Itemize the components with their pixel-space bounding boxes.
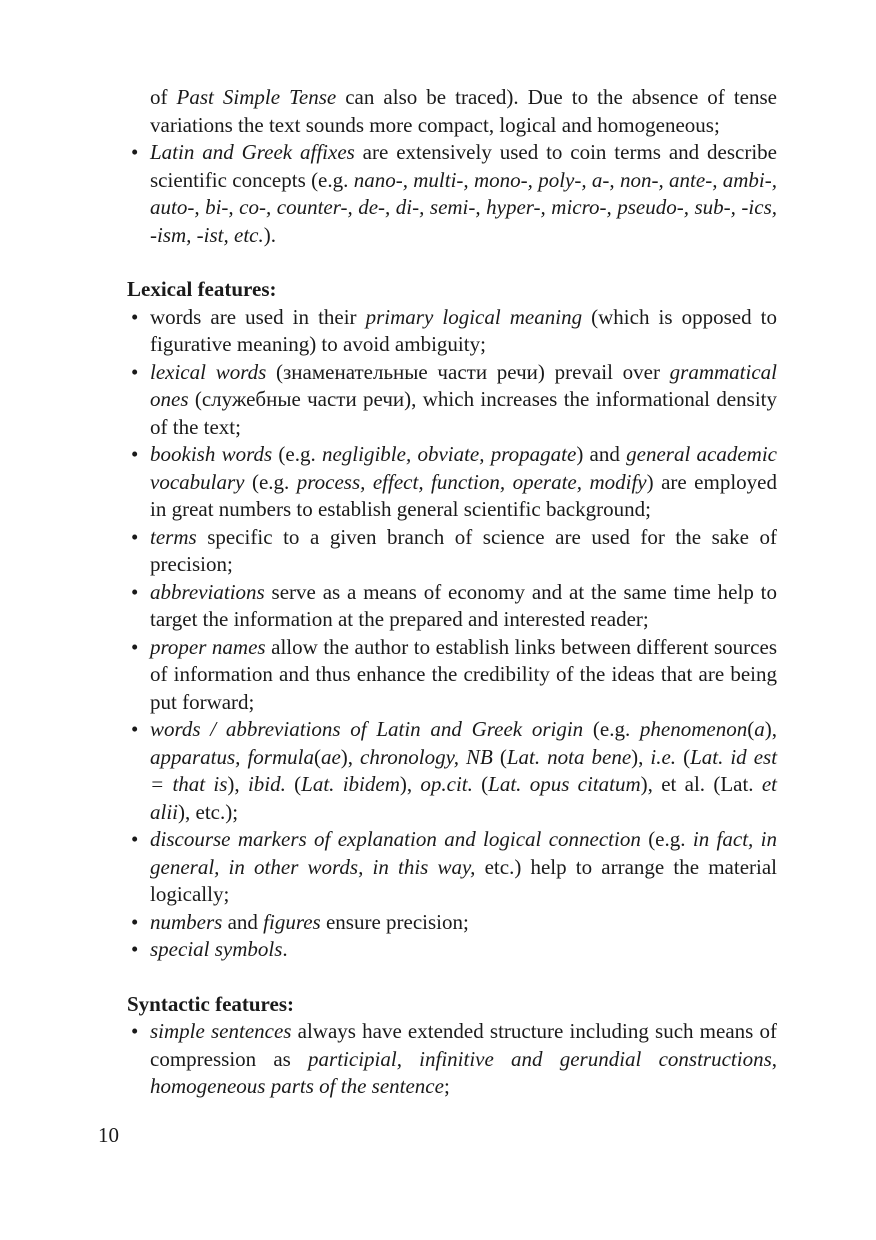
text-run: serve as a means of economy and at the same time help to target the information at the prepared and interested reader; <box>150 579 777 631</box>
italic-run: nano-, multi-, mono-, poly-, a-, non-, ante-, ambi-, auto-, bi-, co-, counter-, de-, di-, semi-, hyper-, micro-, pseudo-, sub-, -ics, -ism, -ist, etc. <box>150 167 778 247</box>
text-run: of <box>150 85 177 109</box>
text-run: ), <box>631 744 651 769</box>
text-run: ). <box>263 222 276 247</box>
list-item <box>127 826 777 909</box>
text-run: ) and <box>576 442 627 466</box>
text-run: ) are employed in great numbers to establish general scientific background; <box>150 469 777 521</box>
text-run: ( <box>285 772 302 796</box>
text-run: , <box>771 1046 777 1071</box>
italic-run: in fact, in general, in other words, in this way, <box>150 827 777 879</box>
italic-run: special symbols <box>150 937 283 961</box>
italic-run: apparatus, formula <box>150 744 314 769</box>
italic-run: Latin and Greek affixes <box>150 140 355 164</box>
italic-run: figures <box>263 909 321 934</box>
italic-run: et alii <box>150 772 777 824</box>
italic-run: op.cit. <box>420 772 473 796</box>
italic-run: general academic vocabulary <box>150 442 777 494</box>
italic-run: Lat. opus citatum <box>488 772 641 796</box>
italic-run: i.e. <box>650 744 677 769</box>
text-run: ensure precision; <box>320 909 469 934</box>
italic-run: terms <box>150 524 197 549</box>
intro-list <box>127 139 777 249</box>
italic-run: Lat. id est = that is <box>150 744 778 796</box>
italic-run: discourse markers of explanation and logical connection <box>150 827 641 851</box>
text-run: ( <box>747 717 755 741</box>
text-run: ( <box>472 772 489 796</box>
text-run: ), et al. (Lat. <box>640 772 762 796</box>
syntactic-heading: Syntactic features: <box>127 991 294 1016</box>
text-run: specific to a given branch of science are used for the sake of precision; <box>150 524 777 576</box>
text-run: ; <box>443 1074 450 1098</box>
italic-run: homogeneous parts of the sentence <box>150 1074 444 1098</box>
italic-run: chronology, NB <box>360 744 493 769</box>
lexical-list <box>127 304 777 964</box>
text-run: (служебные части речи), which increases the informational density of the text; <box>150 387 777 439</box>
text-run: (e.g. <box>583 717 640 741</box>
text-run: (e.g. <box>272 442 322 466</box>
italic-run: words / abbreviations of Latin and Greek origin <box>150 717 584 741</box>
text-run: ), <box>764 717 777 741</box>
text-run: . <box>282 937 288 961</box>
text-run: can also be traced). Due to the absence of tense variations the text sounds more compact, logical and homogeneous; <box>150 85 777 137</box>
italic-run: lexical words <box>150 359 267 384</box>
text-run: allow the author to establish links between different sources of information and thus enhance the credibility of the ideas that are being put forward; <box>150 634 777 714</box>
page-body <box>127 84 777 1101</box>
text-run: and <box>222 909 264 934</box>
list-item <box>127 579 777 634</box>
list-item <box>127 139 777 249</box>
italic-run: Lat. ibidem <box>301 772 400 796</box>
text-run: ), <box>340 744 361 769</box>
italic-run: Lat. nota bene <box>506 744 632 769</box>
text-run: (which is opposed to figurative meaning) to avoid ambiguity; <box>150 304 777 356</box>
text-run: ( <box>676 744 691 769</box>
italic-run: participial, infinitive and gerundial constructions <box>308 1046 772 1071</box>
text-run: (знаменательные части речи) prevail over <box>266 359 670 384</box>
italic-run: negligible, obviate, propagate <box>321 442 577 466</box>
italic-run: ae <box>320 744 341 769</box>
list-item <box>127 304 777 359</box>
text-run: (e.g. <box>244 469 297 494</box>
italic-run: simple sentences <box>150 1019 292 1043</box>
list-item <box>127 1018 777 1101</box>
text-run: ( <box>313 744 321 769</box>
italic-run: a <box>754 717 765 741</box>
italic-run: bookish words <box>150 442 273 466</box>
text-run: words are used in their <box>150 304 366 329</box>
italic-run: Past Simple Tense <box>176 85 337 109</box>
italic-run: numbers <box>150 909 223 934</box>
text-run: ), etc.); <box>178 799 239 824</box>
page-number: 10 <box>98 1123 119 1147</box>
list-item <box>127 359 777 442</box>
intro-continuation <box>127 84 777 139</box>
text-run: ( <box>492 744 507 769</box>
italic-run: process, effect, function, operate, modify <box>296 469 647 494</box>
italic-run: grammatical ones <box>150 359 777 411</box>
lexical-heading: Lexical features: <box>127 277 277 301</box>
text-run: are extensively used to coin terms and describe scientific concepts (e.g. <box>150 140 777 192</box>
italic-run: phenomenon <box>639 717 748 741</box>
text-run: always have extended structure including such means of compression as <box>150 1019 777 1071</box>
list-item <box>127 936 777 964</box>
text-run: etc.) help to arrange the material logically; <box>150 854 777 906</box>
text-run: (e.g. <box>640 827 693 851</box>
list-item <box>127 441 777 524</box>
list-item <box>127 716 777 826</box>
italic-run: ibid. <box>247 772 286 796</box>
list-item <box>127 524 777 579</box>
italic-run: proper names <box>150 634 266 659</box>
italic-run: primary logical meaning <box>365 304 583 329</box>
text-run: ), <box>399 772 421 796</box>
syntactic-list <box>127 1018 777 1101</box>
text-run: ), <box>227 772 248 796</box>
list-item <box>127 909 777 937</box>
italic-run: abbreviations <box>150 579 265 604</box>
list-item <box>127 634 777 717</box>
